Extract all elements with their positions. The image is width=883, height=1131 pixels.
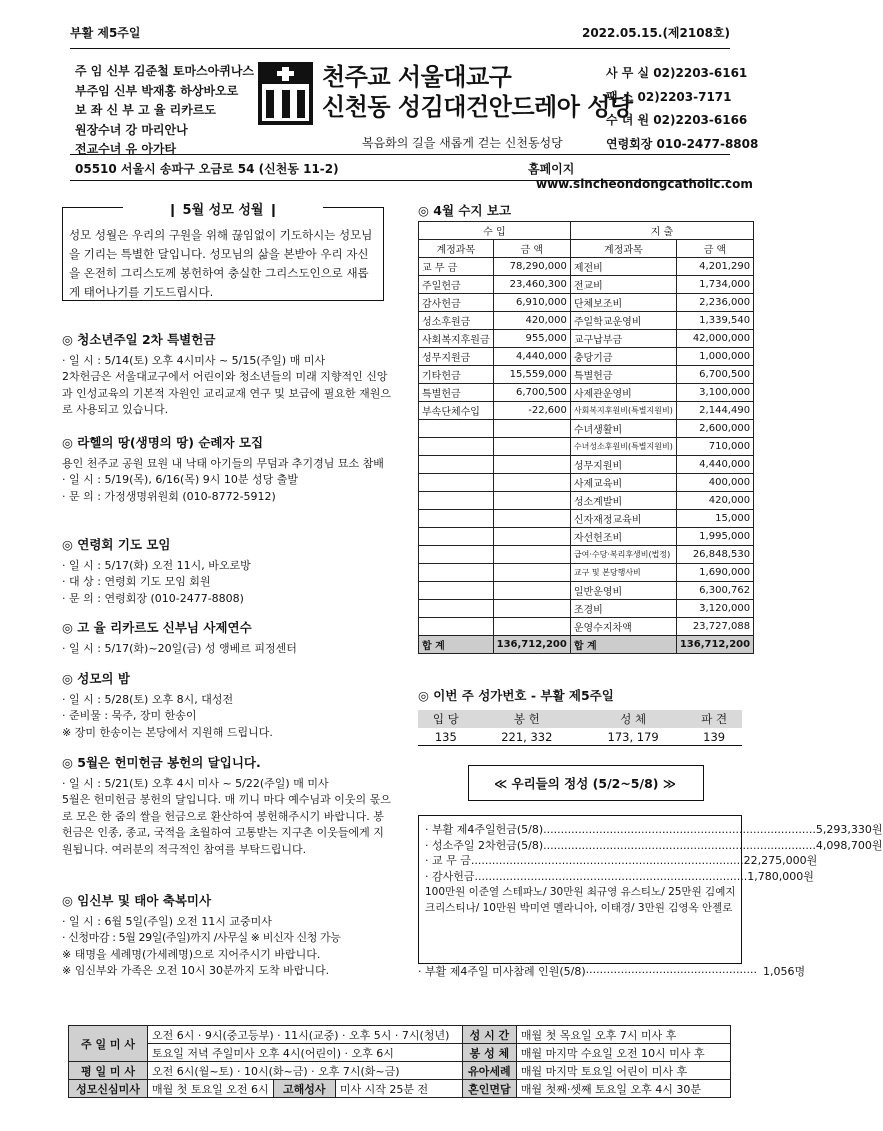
sunday-mass-label: 주 일 미 사 xyxy=(69,1026,148,1062)
hymn-header: 파 견 xyxy=(701,712,728,726)
hymn-value: 135 xyxy=(434,729,457,744)
finance-cell xyxy=(493,528,570,546)
finance-cell xyxy=(419,618,494,636)
finance-cell: 사회복지후원금 xyxy=(419,330,494,348)
col-account: 계정과목 xyxy=(419,240,494,258)
finance-row xyxy=(419,456,754,474)
finance-total-cell: 136,712,200 xyxy=(676,636,753,654)
finance-cell: 제전비 xyxy=(570,258,676,276)
clergy-line: 부주임 신부 박재홍 하상바오로 xyxy=(75,83,239,98)
notice-title: ◎ 연령회 기도 모임 xyxy=(62,537,171,552)
attendance-label: · 부활 제4주일 미사참례 인원(5/8) xyxy=(418,965,586,978)
finance-row xyxy=(419,528,754,546)
finance-cell: 23,460,300 xyxy=(493,276,570,294)
finance-cell: 사제관운영비 xyxy=(570,384,676,402)
finance-cell: 사회복지후원비(특별지원비) xyxy=(570,402,676,420)
notice-title: ◎ 청소년주일 2차 특별헌금 xyxy=(62,332,216,347)
finance-cell: 조경비 xyxy=(570,600,676,618)
notice-line: ※ 임신부와 가족은 오전 10시 30분까지 도착 바랍니다. xyxy=(62,964,330,977)
address-rule-bottom xyxy=(70,180,730,181)
finance-cell: 2,600,000 xyxy=(676,420,753,438)
finance-row xyxy=(419,420,754,438)
finance-cell: 주일헌금 xyxy=(419,276,494,294)
finance-cell: 15,559,000 xyxy=(493,366,570,384)
finance-cell: 신자재정교육비 xyxy=(570,510,676,528)
holyhour-label: 성 시 간 xyxy=(462,1026,516,1044)
saturday-mass-times: 토요일 저녁 주일미사 오후 4시(어린이) · 오후 6시 xyxy=(148,1044,463,1062)
sunday-mass-times: 오전 6시 · 9시(중고등부) · 11시(교중) · 오후 5시 · 7시(청년) xyxy=(148,1026,463,1044)
notice-line: · 일 시 : 5/21(토) 오후 4시 미사 ~ 5/22(주일) 매 미사 xyxy=(62,776,329,790)
hymn-value: 139 xyxy=(703,729,726,744)
finance-cell: 1,339,540 xyxy=(676,312,753,330)
finance-cell: 400,000 xyxy=(676,474,753,492)
hymn-value: 173, 179 xyxy=(607,729,659,744)
finance-cell: 6,700,500 xyxy=(676,366,753,384)
weekday-mass-label: 평 일 미 사 xyxy=(69,1062,148,1080)
clergy-line: 보 좌 신 부 고 율 리카르도 xyxy=(75,103,216,117)
clergy-line: 원장수녀 강 마리안나 xyxy=(75,122,188,137)
finance-cell: 부속단체수입 xyxy=(419,402,494,420)
finance-row xyxy=(419,294,754,312)
finance-cell xyxy=(419,600,494,618)
finance-title: ◎ 4월 수지 보고 xyxy=(418,203,512,218)
finance-cell xyxy=(493,600,570,618)
weekday-mass-times: 오전 6시(월~토) · 10시(화~금) · 오후 7시(화~금) xyxy=(148,1062,463,1080)
finance-cell: 4,440,000 xyxy=(493,348,570,366)
intro-body: 성모 성월은 우리의 구원을 위해 끊임없이 기도하시는 성모님을 기리는 특별한 달입니다. 성모님의 삶을 본받아 우리 자신을 온전히 그리스도께 봉헌하여 충실한 그리스도인으로 새롭게 태어나기를 기도드립시다. xyxy=(69,228,373,299)
finance-cell: 6,700,500 xyxy=(493,384,570,402)
finance-cell: 교구 및 본당행사비 xyxy=(570,564,676,582)
notice-line: ※ 장미 한송이는 본당에서 지원해 드립니다. xyxy=(62,725,273,739)
col-account: 계정과목 xyxy=(570,240,676,258)
mass-schedule xyxy=(68,1025,731,1098)
notice-title: ◎ 라헬의 땅(생명의 땅) 순례자 모집 xyxy=(62,435,264,450)
notice-pilgrimage xyxy=(62,435,392,505)
finance-row xyxy=(419,402,754,420)
finance-cell: 420,000 xyxy=(493,312,570,330)
finance-cell: 6,300,762 xyxy=(676,582,753,600)
finance-cell: 4,201,290 xyxy=(676,258,753,276)
finance-cell: 성소후원금 xyxy=(419,312,494,330)
finance-cell xyxy=(419,546,494,564)
contact-list xyxy=(606,62,758,156)
finance-cell: 기타헌금 xyxy=(419,366,494,384)
header-top xyxy=(70,24,730,41)
notice-title: ◎ 임신부 및 태아 축복미사 xyxy=(62,893,212,908)
marian-mass-time: 매월 첫 토요일 오전 6시 xyxy=(148,1080,274,1098)
holyhour-time: 매월 첫 목요일 오후 7시 미사 후 xyxy=(516,1026,730,1044)
finance-cell: 3,120,000 xyxy=(676,600,753,618)
finance-cell: 26,848,530 xyxy=(676,546,753,564)
finance-row xyxy=(419,492,754,510)
notice-prayer-meeting xyxy=(62,537,392,607)
finance-row xyxy=(419,330,754,348)
finance-cell: 1,734,000 xyxy=(676,276,753,294)
finance-row xyxy=(419,258,754,276)
finance-cell xyxy=(419,564,494,582)
homepage-link[interactable]: www.sincheondongcatholic.com xyxy=(536,177,753,191)
confession-label: 고해성사 xyxy=(273,1080,335,1098)
offering-row: · 감사헌금 .............................................................................. 1,780,000원 xyxy=(425,869,814,883)
donor-list: 100만원 이준열 스테파노/ 30만원 최규영 유스티노/ 25만원 김예지 크리스티나/ 10만원 박미연 멜라니아, 이태경/ 3만원 김영옥 안젤로 xyxy=(425,886,736,914)
finance-row xyxy=(419,546,754,564)
hymn-table xyxy=(418,710,742,746)
homepage-label: 홈페이지 xyxy=(528,162,575,176)
finance-cell: 감사헌금 xyxy=(419,294,494,312)
hymn-header: 입 당 xyxy=(432,712,459,726)
finance-cell xyxy=(419,582,494,600)
notice-line: · 대 상 : 연령회 기도 모임 회원 xyxy=(62,575,211,588)
issue-date: 2022.05.15.(제2108호) xyxy=(581,26,730,40)
finance-cell: 710,000 xyxy=(676,438,753,456)
intro-title: ❙ 5월 성모 성월 ❙ xyxy=(123,199,323,218)
offering-box xyxy=(418,815,883,964)
notice-line: · 일 시 : 5/28(토) 오후 8시, 대성전 xyxy=(62,692,234,706)
finance-cell xyxy=(419,528,494,546)
finance-row xyxy=(419,474,754,492)
infant-baptism-time: 매월 마지막 토요일 어린이 미사 후 xyxy=(516,1062,730,1080)
infant-baptism-label: 유아세례 xyxy=(462,1062,516,1080)
finance-cell: 일반운영비 xyxy=(570,582,676,600)
hymn-value: 221, 332 xyxy=(501,729,553,744)
finance-row xyxy=(419,618,754,636)
notice-title: ◎ 성모의 밤 xyxy=(62,671,130,686)
finance-cell: -22,600 xyxy=(493,402,570,420)
finance-cell xyxy=(493,618,570,636)
finance-cell xyxy=(493,564,570,582)
finance-row xyxy=(419,348,754,366)
church-logo-icon xyxy=(258,62,313,125)
notice-line: · 일 시 : 6월 5일(주일) 오전 11시 교중미사 xyxy=(62,914,272,928)
notice-title: ◎ 5월은 헌미헌금 봉헌의 달입니다. xyxy=(62,755,261,770)
finance-cell: 3,100,000 xyxy=(676,384,753,402)
notice-line: · 문 의 : 연령회장 (010-2477-8808) xyxy=(62,591,244,605)
finance-cell: 성소계발비 xyxy=(570,492,676,510)
notice-line: · 일 시 : 5/17(화)~20일(금) 성 앵베르 피정센터 xyxy=(62,641,297,655)
notice-retreat xyxy=(62,620,392,657)
notice-line: 5월은 헌미헌금 봉헌의 달입니다. 매 끼니 마다 예수님과 이웃의 몫으로 모은 한 줌의 쌀을 헌금으로 환산하여 봉헌해주시기 바랍니다. 봉헌금은 인종, 종교, 국적을 초월하여 고통받는 지구촌 이웃들에게 지원됩니다. 여러분의 적극적인 참여를 부탁드립니다. xyxy=(62,793,391,856)
finance-cell xyxy=(419,456,494,474)
finance-cell: 1,995,000 xyxy=(676,528,753,546)
finance-cell: 성무지원금 xyxy=(419,348,494,366)
col-amount: 금 액 xyxy=(493,240,570,258)
finance-cell xyxy=(419,438,494,456)
eucharist-label: 봉 성 체 xyxy=(462,1044,516,1062)
notice-title: ◎ 고 율 리카르도 신부님 사제연수 xyxy=(62,620,252,635)
finance-cell xyxy=(493,546,570,564)
finance-cell: 수녀성소후원비(특별지원비) xyxy=(570,438,676,456)
hymn-title: ◎ 이번 주 성가번호 - 부활 제5주일 xyxy=(418,688,614,703)
parish-motto: 복음화의 길을 새롭게 걷는 신천동성당 xyxy=(362,136,563,150)
clergy-line: 주 임 신부 김준철 토마스아퀴나스 xyxy=(75,64,255,78)
church-name xyxy=(322,62,633,122)
finance-cell: 2,236,000 xyxy=(676,294,753,312)
marriage-time: 매월 첫째·셋째 토요일 오후 4시 30분 xyxy=(516,1080,730,1098)
finance-cell xyxy=(419,492,494,510)
finance-total-row xyxy=(419,636,754,654)
marriage-label: 혼인면담 xyxy=(462,1080,516,1098)
finance-cell xyxy=(493,420,570,438)
finance-row xyxy=(419,384,754,402)
finance-cell: 급여·수당·복리후생비(법정) xyxy=(570,546,676,564)
contact-line: 연령회장 010-2477-8808 xyxy=(606,136,759,151)
parish-address: 05510 서울시 송파구 오금로 54 (신천동 11-2) xyxy=(75,162,339,176)
offering-row: · 성소주일 2차헌금(5/8) .............................................................................. 4,098,700원 xyxy=(425,838,883,852)
contact-line: 사 무 실 02)2203-6161 xyxy=(606,66,748,80)
expense-header: 지 출 xyxy=(570,222,753,240)
finance-cell: 955,000 xyxy=(493,330,570,348)
notice-line: · 문 의 : 가정생명위원회 (010-8772-5912) xyxy=(62,489,276,503)
notice-line: · 준비물 : 묵주, 장미 한송이 xyxy=(62,709,197,722)
church-name-line1: 천주교 서울대교구 xyxy=(322,63,512,91)
offering-title: ≪ 우리들의 정성 (5/2~5/8) ≫ xyxy=(494,776,676,791)
notice-marian-night xyxy=(62,671,392,741)
finance-cell xyxy=(419,510,494,528)
finance-cell: 78,290,000 xyxy=(493,258,570,276)
finance-cell xyxy=(493,510,570,528)
offering-row: · 교 무 금 .............................................................................. 22,275,000원 xyxy=(425,854,818,867)
finance-row xyxy=(419,366,754,384)
finance-cell: 4,440,000 xyxy=(676,456,753,474)
finance-cell: 교구납부금 xyxy=(570,330,676,348)
finance-cell: 수녀생활비 xyxy=(570,420,676,438)
finance-cell: 15,000 xyxy=(676,510,753,528)
finance-total-cell: 136,712,200 xyxy=(493,636,570,654)
finance-row xyxy=(419,276,754,294)
intro-box xyxy=(62,203,384,301)
notice-line: 용인 천주교 공원 묘원 내 낙태 아기들의 무덤과 추기경님 묘소 참배 xyxy=(62,456,384,470)
notice-youth-offering xyxy=(62,332,392,419)
finance-cell xyxy=(493,456,570,474)
finance-cell: 420,000 xyxy=(676,492,753,510)
finance-cell xyxy=(419,420,494,438)
confession-time: 미사 시작 25분 전 xyxy=(335,1080,462,1098)
church-name-line2: 신천동 성김대건안드레아 성당 xyxy=(322,93,633,121)
finance-row xyxy=(419,564,754,582)
finance-cell: 단체보조비 xyxy=(570,294,676,312)
finance-total-cell: 합 계 xyxy=(570,636,676,654)
liturgical-season: 부활 제5주일 xyxy=(70,26,141,40)
finance-cell: 운영수지차액 xyxy=(570,618,676,636)
finance-row xyxy=(419,438,754,456)
finance-row xyxy=(419,582,754,600)
attendance-value: 1,056명 xyxy=(763,965,806,978)
finance-cell: 특별헌금 xyxy=(570,366,676,384)
contact-line: 수 녀 원 02)2203-6166 xyxy=(606,113,748,127)
finance-cell xyxy=(493,492,570,510)
finance-cell: 1,000,000 xyxy=(676,348,753,366)
contact-line: 팩 스 02)2203-7171 xyxy=(606,89,732,104)
finance-cell xyxy=(493,438,570,456)
homepage xyxy=(528,160,800,191)
hymn-header: 봉 헌 xyxy=(513,712,540,726)
notice-pregnancy-mass xyxy=(62,893,392,980)
finance-cell xyxy=(493,582,570,600)
eucharist-time: 매월 마지막 수요일 오전 10시 미사 후 xyxy=(516,1044,730,1062)
clergy-list xyxy=(75,62,254,160)
finance-cell: 특별헌금 xyxy=(419,384,494,402)
finance-total-cell: 합 계 xyxy=(419,636,494,654)
offering-row: · 부활 제4주일헌금(5/8) .............................................................................. 5,293,330원 xyxy=(425,823,883,836)
finance-cell: 성무지원비 xyxy=(570,456,676,474)
finance-cell: 주일학교운영비 xyxy=(570,312,676,330)
hymn-header: 성 체 xyxy=(620,712,647,726)
finance-cell: 23,727,088 xyxy=(676,618,753,636)
finance-cell: 교 무 금 xyxy=(419,258,494,276)
finance-cell xyxy=(419,474,494,492)
finance-cell: 충당기금 xyxy=(570,348,676,366)
finance-table xyxy=(418,221,754,654)
finance-cell: 2,144,490 xyxy=(676,402,753,420)
attendance-row: · 부활 제4주일 미사참례 인원(5/8) ................................................. 1,056명 xyxy=(418,963,806,978)
notice-line: · 일 시 : 5/14(토) 오후 4시미사 ~ 5/15(주일) 매 미사 xyxy=(62,353,326,367)
finance-row xyxy=(419,510,754,528)
finance-cell: 42,000,000 xyxy=(676,330,753,348)
finance-cell: 전교비 xyxy=(570,276,676,294)
notice-line: · 신청마감 : 5월 29일(주일)까지 /사무실 ※ 비신자 신청 가능 xyxy=(62,931,341,944)
finance-cell: 6,910,000 xyxy=(493,294,570,312)
finance-cell xyxy=(493,474,570,492)
finance-row xyxy=(419,600,754,618)
notice-line: ※ 태명을 세례명(가세례명)으로 지어주시기 바랍니다. xyxy=(62,947,321,961)
address-rule-top xyxy=(70,154,730,155)
notice-line: 2차헌금은 서울대교구에서 어린이와 청소년들의 미래 지향적인 신앙과 인성교육의 기본적 자원인 교리교재 연구 및 보급에 필요한 재원으로 사용되고 있습니다. xyxy=(62,370,391,416)
notice-rice-offering xyxy=(62,755,392,858)
clergy-line: 전교수녀 유 아가타 xyxy=(75,142,177,156)
finance-cell: 1,690,000 xyxy=(676,564,753,582)
finance-row xyxy=(419,312,754,330)
header-rule xyxy=(70,48,730,49)
finance-cell: 자선헌조비 xyxy=(570,528,676,546)
notice-line: · 일 시 : 5/17(화) 오전 11시, 바오로방 xyxy=(62,558,251,572)
col-amount: 금 액 xyxy=(676,240,753,258)
notice-line: · 일 시 : 5/19(목), 6/16(목) 9시 10분 성당 출발 xyxy=(62,473,298,486)
finance-cell: 사제교육비 xyxy=(570,474,676,492)
income-header: 수 입 xyxy=(419,222,571,240)
marian-mass-label: 성모신심미사 xyxy=(69,1080,148,1098)
